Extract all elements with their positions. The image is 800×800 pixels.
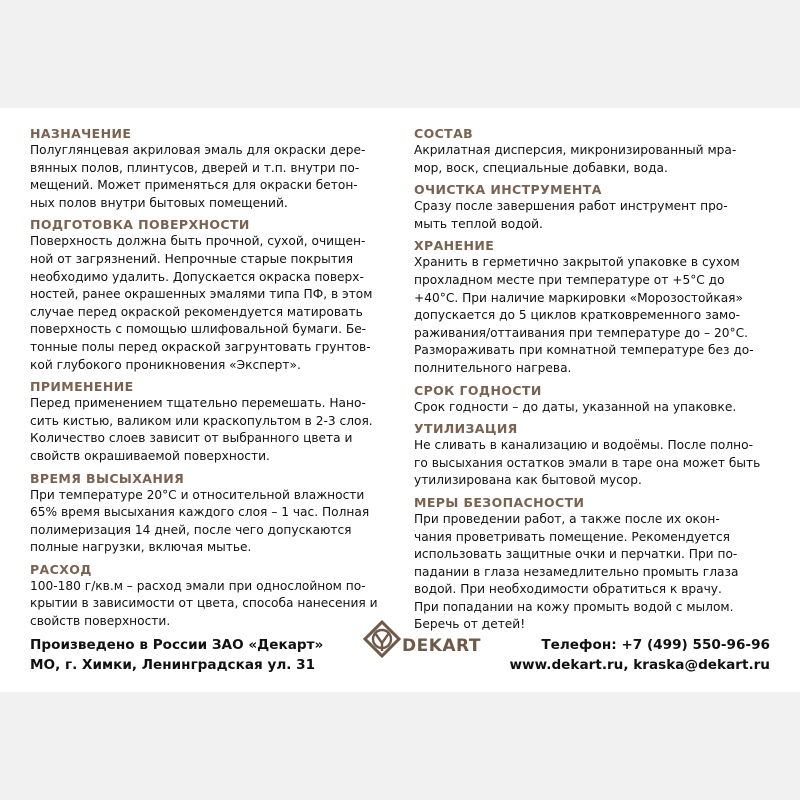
section-heading: НАЗНАЧЕНИЕ: [30, 126, 132, 141]
text-line: падании в глаза незамедлительно промыть глаза: [414, 564, 739, 579]
text-line: Сразу после завершения работ инструмент про-: [414, 199, 728, 214]
manufacturer-text: Произведено в России ЗАО «Декарт»: [30, 637, 324, 653]
text-line: При попадании на кожу промыть водой с мылом.: [414, 599, 734, 614]
section-application: [30, 378, 390, 465]
section-body: [30, 142, 390, 212]
text-line: полимеризация 14 дней, после чего допускаются: [30, 522, 352, 537]
text-line: вянных полов, плинтусов, дверей и т.п. внутри по-: [30, 160, 360, 175]
section-body: [30, 487, 390, 557]
section-heading: МЕРЫ БЕЗОПАСНОСТИ: [414, 494, 585, 510]
text-line: При проведении работ, а также после их окон-: [414, 511, 720, 526]
text-line: свойств окрашиваемой поверхности.: [30, 448, 270, 463]
text-line: Поверхность должна быть прочной, сухой, очищен-: [30, 234, 366, 249]
section-drying-time: [30, 470, 390, 557]
text-line: утилизирована как бытовой мусор.: [414, 473, 642, 488]
text-line: Количество слоев зависит от выбранного цвета и: [30, 431, 353, 446]
text-line: Беречь от детей!: [414, 617, 526, 632]
section-heading: ПОДГОТОВКА ПОВЕРХНОСТИ: [30, 217, 250, 233]
section-body: [414, 198, 774, 233]
text-line: сить кистью, валиком или краскопультом в 2-3 слоя.: [30, 413, 373, 428]
text-line: мещений. Может применяться для окраски бетон-: [30, 178, 358, 193]
logo-text: DEKART: [402, 636, 481, 656]
right-column: [414, 125, 774, 638]
section-purpose: [30, 125, 390, 212]
section-disposal: [414, 420, 774, 490]
phone-text: Телефон: +7 (499) 550-96-96: [541, 637, 770, 653]
text-line: мор, воск, специальные добавки, вода.: [414, 160, 668, 175]
text-line: использовать защитные очки и перчатки. При по-: [414, 547, 738, 562]
text-line: необходимо удалить. Допускается окраска поверх-: [30, 269, 364, 284]
label-card: [0, 108, 800, 692]
text-line: Срок годности – до даты, указанной на упаковке.: [414, 399, 737, 414]
text-line: допускается до 5 циклов кратковременного замо-: [414, 308, 741, 323]
text-line: раживания/оттаивания при температуре до – 20°С.: [414, 325, 748, 340]
section-heading: ХРАНЕНИЕ: [414, 238, 495, 254]
section-consumption: [30, 561, 390, 631]
text-line: ностей, ранее окрашенных эмалями типа ПФ, в этом: [30, 287, 373, 302]
text-line: поверхность с помощью шлифовальной бумаги. Бе-: [30, 322, 367, 337]
text-line: свойств поверхности.: [30, 614, 171, 629]
section-heading: СОСТАВ: [414, 126, 474, 141]
text-line: прохладном месте при температуре от +5°С до: [414, 272, 725, 287]
section-body: [414, 437, 774, 490]
text-line: полнительного нагрева.: [414, 360, 572, 375]
section-heading: СРОК ГОДНОСТИ: [414, 382, 542, 398]
section-body: [414, 254, 774, 377]
section-body: [30, 233, 390, 374]
section-heading: РАСХОД: [30, 561, 92, 577]
address-text: МО, г. Химки, Ленинградская ул. 31: [30, 657, 316, 673]
text-line: Не сливать в канализацию и водоёмы. После полно-: [414, 438, 753, 453]
text-line: кой глубокого проникновения «Эксперт».: [30, 357, 301, 372]
text-line: водой. При необходимости обратиться к врачу.: [414, 582, 722, 597]
text-line: +40°С. При наличие маркировки «Морозостойкая»: [414, 290, 743, 305]
text-line: го высыхания остатков эмали в таре она может быть: [414, 455, 761, 470]
section-shelf-life: [414, 382, 774, 417]
section-composition: [414, 125, 774, 177]
text-line: 100-180 г/кв.м – расход эмали при однослойном по-: [30, 578, 366, 593]
section-body: [414, 142, 774, 177]
section-heading: ВРЕМЯ ВЫСЫХАНИЯ: [30, 470, 185, 486]
section-body: [30, 578, 390, 631]
manufacturer-info: [30, 635, 323, 675]
text-line: случае перед окраской рекомендуется матировать: [30, 304, 363, 319]
section-body: [414, 511, 774, 634]
text-line: Перед применением тщательно перемешать. Нано-: [30, 396, 366, 411]
text-line: Акрилатная дисперсия, микронизированный мра-: [414, 143, 737, 157]
text-line: ных полов внутри бытовых помещений.: [30, 195, 288, 210]
text-line: При температуре 20°С и относительной влажности: [30, 487, 365, 502]
section-tool-cleaning: [414, 181, 774, 233]
section-heading: УТИЛИЗАЦИЯ: [414, 421, 518, 437]
web-text: www.dekart.ru, kraska@dekart.ru: [509, 657, 770, 673]
left-column: [30, 125, 390, 635]
section-safety: [414, 494, 774, 634]
text-line: Размораживать при комнатной температуре без до-: [414, 343, 754, 358]
text-line: тонные полы перед окраской загрунтовать грунтов-: [30, 339, 371, 354]
section-body: [30, 395, 390, 465]
text-line: мыть теплой водой.: [414, 216, 543, 231]
section-body: [414, 399, 774, 417]
text-line: полные нагрузки, включая мытье.: [30, 540, 252, 555]
section-heading: ОЧИСТКА ИНСТРУМЕНТА: [414, 182, 602, 198]
section-surface-preparation: [30, 216, 390, 374]
text-line: 65% время высыхания каждого слоя – 1 час. Полная: [30, 505, 370, 520]
text-line: Полуглянцевая акриловая эмаль для окраски дере-: [30, 143, 366, 157]
section-storage: [414, 237, 774, 377]
contact-info: [509, 635, 770, 675]
text-line: ной от загрязнений. Непрочные старые покрытия: [30, 251, 354, 266]
section-heading: ПРИМЕНЕНИЕ: [30, 379, 134, 395]
text-line: чания проветривать помещение. Рекомендуется: [414, 529, 730, 544]
text-line: Хранить в герметично закрытой упаковке в сухом: [414, 255, 740, 270]
text-line: крытии в зависимости от цвета, способа нанесения и: [30, 596, 378, 611]
